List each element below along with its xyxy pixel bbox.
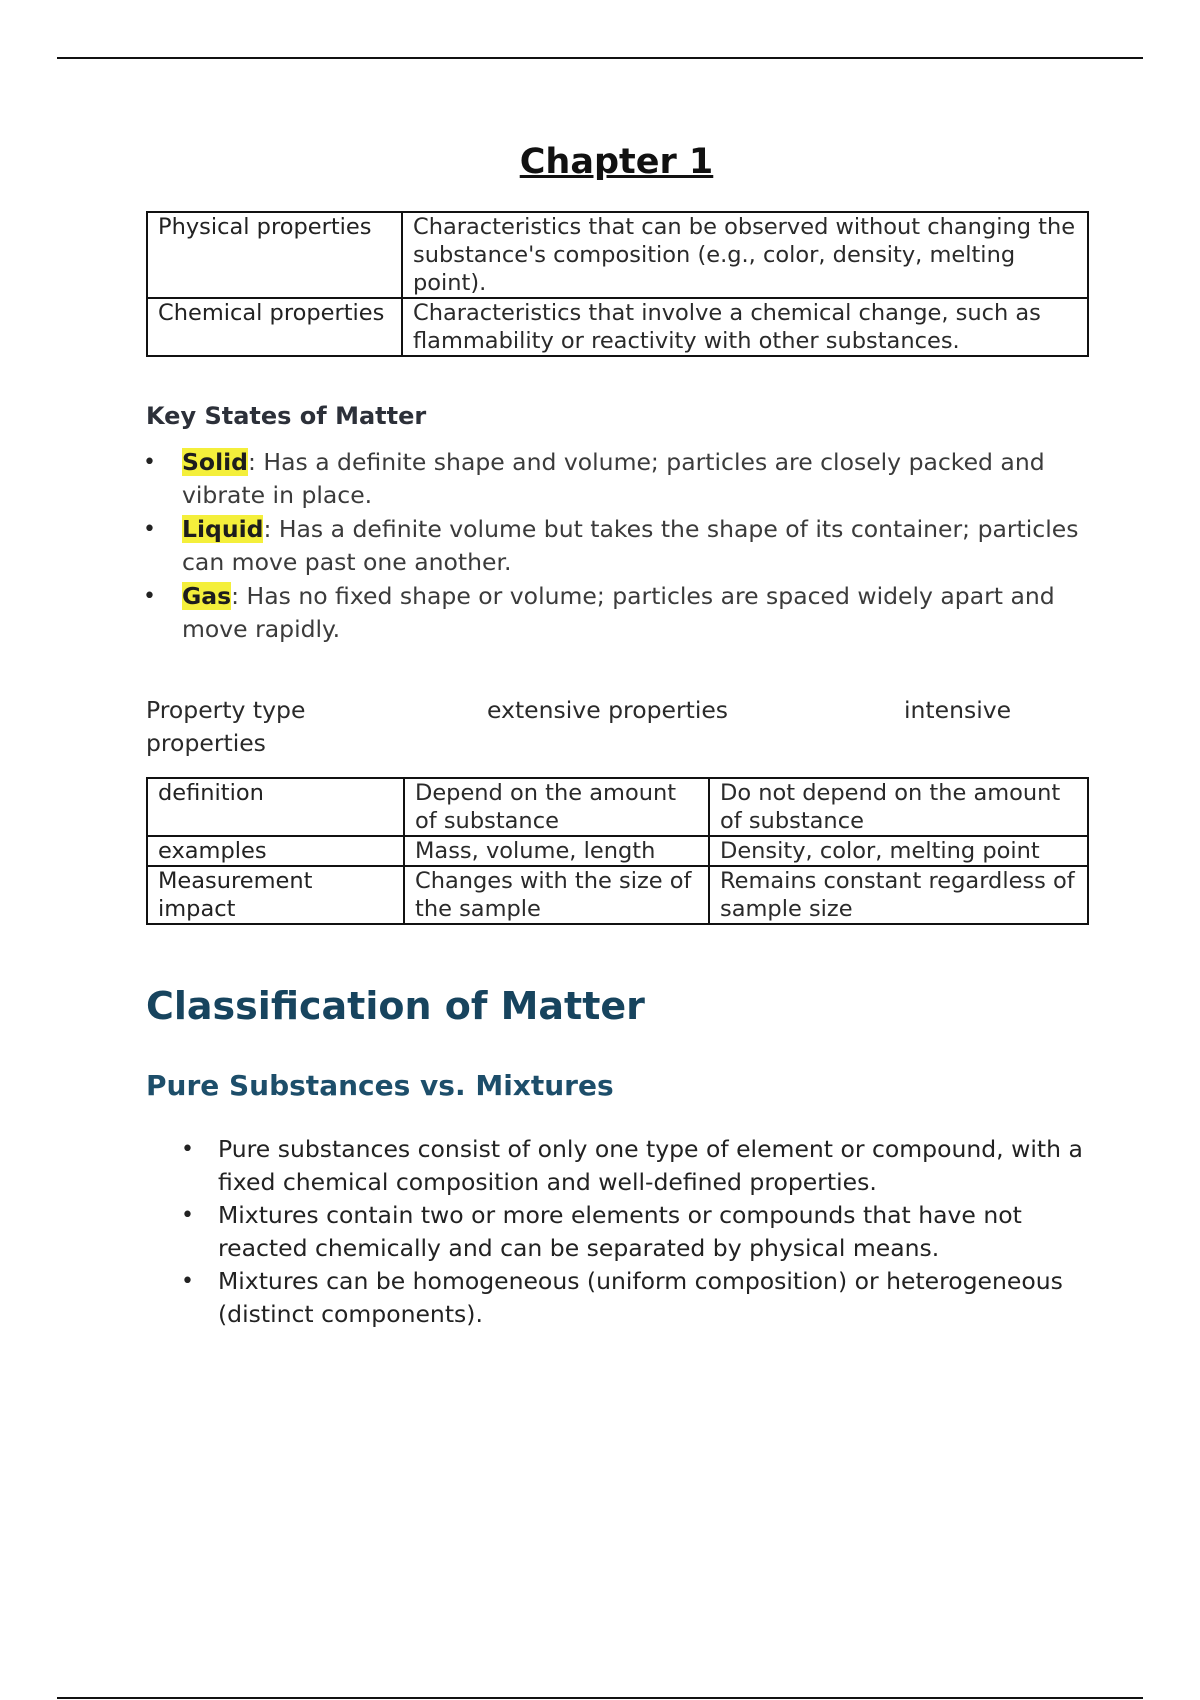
chapter-title: Chapter 1 bbox=[519, 142, 714, 182]
list-item: • Mixtures contain two or more elements or compounds that have not reacted chemically and can be separated by physical means. bbox=[146, 1199, 1091, 1265]
properties-label: properties bbox=[146, 729, 266, 757]
table-cell-term: Chemical properties bbox=[147, 298, 402, 356]
table-cell-label: examples bbox=[147, 836, 404, 866]
list-item: • Pure substances consist of only one type of element or compound, with a fixed chemical composition and well-defined properties. bbox=[146, 1133, 1091, 1199]
page-bottom-rule bbox=[57, 1697, 1143, 1699]
table-row bbox=[147, 866, 1088, 924]
table-cell-label: definition bbox=[147, 778, 404, 836]
table-cell-term: Physical properties bbox=[147, 212, 402, 298]
pure-substances-heading: Pure Substances vs. Mixtures bbox=[146, 1069, 614, 1102]
extensive-label: extensive properties bbox=[487, 696, 729, 724]
table-cell-extensive: Depend on the amount of substance bbox=[404, 778, 709, 836]
table-cell-intensive: Remains constant regardless of sample size bbox=[709, 866, 1088, 924]
states-heading: Key States of Matter bbox=[146, 402, 427, 430]
pure-substances-list bbox=[146, 1133, 1091, 1331]
highlighted-term: Solid bbox=[182, 448, 249, 476]
table-cell-label: Measurement impact bbox=[147, 866, 404, 924]
table-row bbox=[147, 212, 1088, 298]
highlighted-term: Liquid bbox=[182, 515, 264, 543]
list-item bbox=[146, 446, 1091, 512]
table-row bbox=[147, 836, 1088, 866]
list-item-text: : Has a definite volume but takes the shape of its container; particles can move past one another. bbox=[182, 515, 1079, 576]
table-row bbox=[147, 778, 1088, 836]
highlighted-term: Gas bbox=[182, 582, 232, 610]
table-cell-definition: Characteristics that can be observed without changing the substance's composition (e.g., color, density, melting point). bbox=[402, 212, 1088, 298]
table-row bbox=[147, 298, 1088, 356]
table-cell-intensive: Do not depend on the amount of substance bbox=[709, 778, 1088, 836]
properties-table bbox=[146, 211, 1089, 357]
list-item-text: : Has a definite shape and volume; particles are closely packed and vibrate in place. bbox=[182, 448, 1045, 509]
page-top-rule bbox=[57, 57, 1143, 59]
comparison-table bbox=[146, 777, 1089, 925]
list-item bbox=[146, 513, 1091, 579]
list-item bbox=[146, 580, 1091, 646]
table-cell-intensive: Density, color, melting point bbox=[709, 836, 1088, 866]
property-type-label: Property type bbox=[146, 696, 306, 724]
table-cell-extensive: Mass, volume, length bbox=[404, 836, 709, 866]
table-cell-extensive: Changes with the size of the sample bbox=[404, 866, 709, 924]
list-item: • Mixtures can be homogeneous (uniform composition) or heterogeneous (distinct components). bbox=[146, 1265, 1091, 1331]
list-item-text: : Has no fixed shape or volume; particles are spaced widely apart and move rapidly. bbox=[182, 582, 1055, 643]
intensive-label: intensive bbox=[904, 696, 1012, 724]
table-cell-definition: Characteristics that involve a chemical change, such as flammability or reactivity with other substances. bbox=[402, 298, 1088, 356]
states-list bbox=[146, 446, 1091, 647]
classification-heading: Classification of Matter bbox=[146, 984, 645, 1028]
